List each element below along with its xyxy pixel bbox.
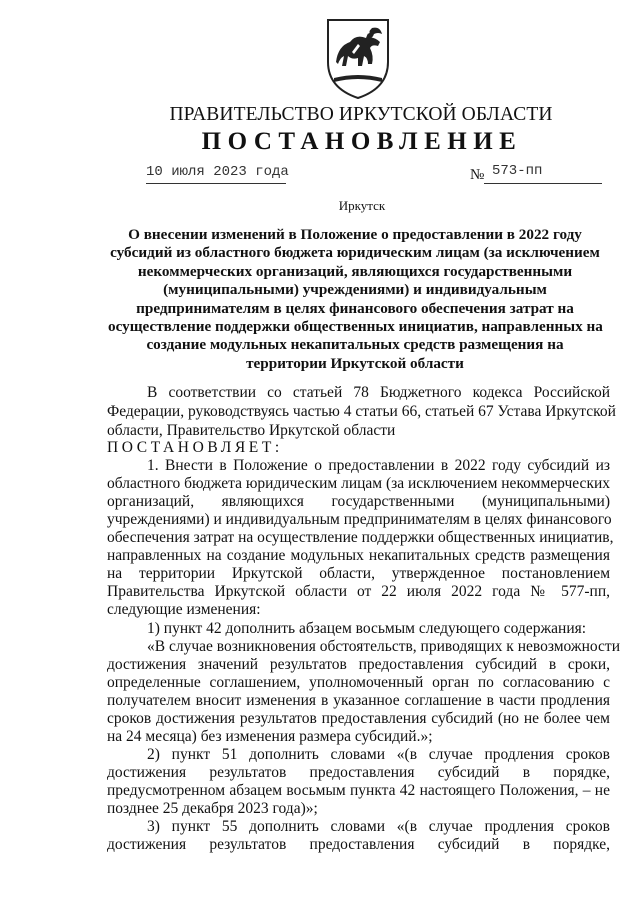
body-line: В соответствии со статьей 78 Бюджетного кодекса Российской bbox=[147, 384, 610, 401]
title-line: создание модульных некапитальных средств размещения на bbox=[146, 336, 564, 354]
body-line: получателем вносит изменения в указанное соглашение в части продления bbox=[107, 692, 610, 709]
body-line: 3) пункт 55 дополнить словами «(в случае продления сроков bbox=[147, 818, 610, 835]
document-type-heading: ПОСТАНОВЛЕНИЕ bbox=[201, 128, 523, 155]
body-line: 1) пункт 42 дополнить абзацем восьмым следующего содержания: bbox=[147, 620, 587, 637]
body-line: направленных на создание модульных некапитальных средств размещения bbox=[107, 547, 610, 564]
title-line: О внесении изменений в Положение о предоставлении в 2022 году bbox=[128, 226, 582, 243]
body-line: достижения результатов предоставления субсидий в порядке, bbox=[107, 836, 610, 853]
title-line: субсидий из областного бюджета юридическим лицам (за исключением bbox=[110, 244, 600, 262]
body-line: позднее 25 декабря 2023 года)»; bbox=[107, 800, 318, 817]
body-line: Правительства Иркутской области от 22 июля 2022 года № 577-пп, bbox=[107, 583, 610, 600]
body-line: организаций, являющихся государственными (муниципальными) bbox=[107, 493, 610, 510]
irkutsk-coat-of-arms-emblem bbox=[322, 16, 394, 100]
body-line: области, Правительство Иркутской области bbox=[107, 422, 396, 439]
body-line: следующие изменения: bbox=[107, 601, 261, 618]
resolves-heading: ПОСТАНОВЛЯЕТ: bbox=[107, 439, 283, 456]
body-line: 1. Внести в Положение о предоставлении в 2022 году субсидий из bbox=[147, 457, 610, 474]
body-line: на 24 месяца) без изменения размера субсидий.»; bbox=[107, 728, 433, 745]
title-line: осуществление поддержки общественных инициатив, направленных на bbox=[108, 318, 603, 336]
body-line: сроков достижения результатов предоставления субсидий (но не более чем bbox=[107, 710, 610, 727]
number-underline bbox=[484, 183, 602, 184]
body-line: Федерации, руководствуясь частью 4 статьи 66, статьей 67 Устава Иркутской bbox=[107, 403, 616, 420]
body-line: учреждениями) и индивидуальным предпринимателям в целях финансового bbox=[107, 511, 612, 528]
city-name: Иркутск bbox=[338, 198, 386, 213]
body-line: достижения результатов предоставления субсидий в порядке, bbox=[107, 764, 610, 781]
date-underline bbox=[146, 183, 286, 184]
body-line: областного бюджета юридическим лицам (за исключением некоммерческих bbox=[107, 475, 611, 492]
body-line: «В случае возникновения обстоятельств, приводящих к невозможности bbox=[147, 638, 620, 655]
decree-title bbox=[108, 226, 602, 373]
decree-number: 573-пп bbox=[492, 163, 543, 179]
decree-date: 10 июля 2023 года bbox=[146, 164, 289, 180]
body-line: предусмотренном абзацем восьмым пункта 42 настоящего Положения, – не bbox=[107, 782, 610, 799]
title-line: некоммерческих организаций, являющихся государственными bbox=[137, 262, 573, 280]
body-line: достижения значений результатов предоставления субсидий в сроки, bbox=[107, 656, 610, 673]
body-line: обеспечения затрат на осуществление поддержки общественных инициатив, bbox=[107, 529, 614, 546]
government-name: ПРАВИТЕЛЬСТВО ИРКУТСКОЙ ОБЛАСТИ bbox=[169, 104, 553, 125]
title-line: (муниципальными) учреждениями) и индивидуальным bbox=[163, 281, 547, 299]
title-line: предпринимателям в целях финансового обеспечения затрат на bbox=[136, 299, 574, 317]
number-sign: № bbox=[470, 167, 485, 183]
title-line: территории Иркутской области bbox=[246, 354, 464, 372]
body-line: на территории Иркутской области, утвержденное постановлением bbox=[107, 565, 610, 582]
body-line: 2) пункт 51 дополнить словами «(в случае продления сроков bbox=[147, 746, 610, 763]
body-line: определенные соглашением, уполномоченный орган по согласованию с bbox=[107, 674, 610, 691]
